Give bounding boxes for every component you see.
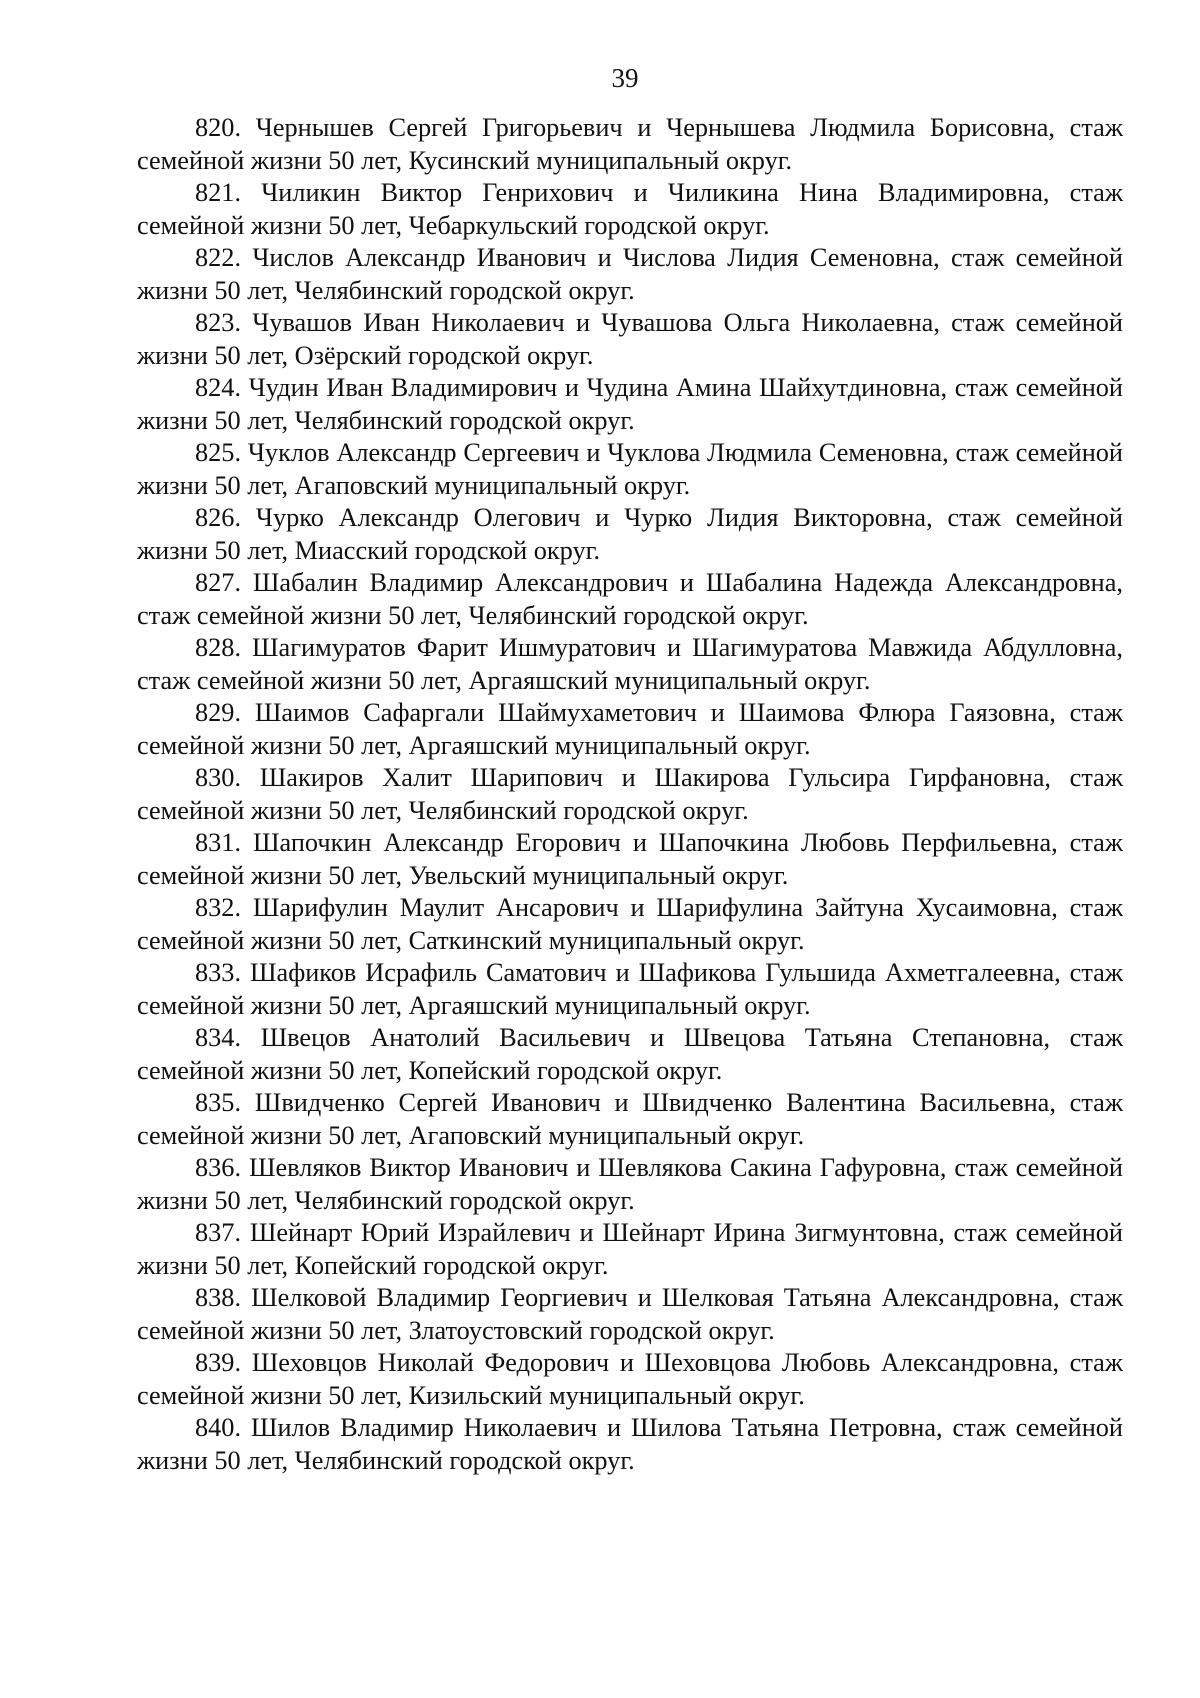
list-item (137, 112, 1123, 177)
list-item (137, 1217, 1123, 1282)
entry-text: Шаимов Сафаргали Шаймухаметович и Шаимова Флюра Гаязовна, стаж семейной жизни 50 лет, Аргаяшский муниципальный округ. (137, 698, 1123, 760)
entry-number: 822. (195, 243, 242, 272)
entry-number: 833. (195, 958, 242, 987)
entry-text: Чиликин Виктор Генрихович и Чиликина Нина Владимировна, стаж семейной жизни 50 лет, Чебаркульский городской округ. (137, 178, 1123, 240)
entry-number: 821. (195, 178, 242, 207)
entry-number: 825. (195, 438, 242, 467)
entry-text: Шелковой Владимир Георгиевич и Шелковая Татьяна Александровна, стаж семейной жизни 50 лет, Златоустовский городской округ. (137, 1283, 1123, 1345)
list-item (137, 502, 1123, 567)
list-item (137, 1087, 1123, 1152)
entry-text: Чуклов Александр Сергеевич и Чуклова Людмила Семеновна, стаж семейной жизни 50 лет, Агаповский муниципальный округ. (137, 438, 1123, 500)
entry-number: 827. (195, 568, 242, 597)
entry-number: 826. (195, 503, 242, 532)
entry-number: 835. (195, 1088, 242, 1117)
entry-number: 838. (195, 1283, 242, 1312)
entry-text: Шарифулин Маулит Ансарович и Шарифулина Зайтуна Хусаимовна, стаж семейной жизни 50 лет, Саткинский муниципальный округ. (137, 893, 1123, 955)
entry-text: Чудин Иван Владимирович и Чудина Амина Шайхутдиновна, стаж семейной жизни 50 лет, Челябинский городской округ. (137, 373, 1123, 435)
entry-text: Чувашов Иван Николаевич и Чувашова Ольга Николаевна, стаж семейной жизни 50 лет, Озёрский городской округ. (137, 308, 1123, 370)
entry-number: 840. (195, 1413, 242, 1442)
list-item (137, 632, 1123, 697)
entry-text: Шилов Владимир Николаевич и Шилова Татьяна Петровна, стаж семейной жизни 50 лет, Челябинский городской округ. (137, 1413, 1124, 1475)
list-item (137, 1022, 1123, 1087)
entry-number: 829. (195, 698, 242, 727)
entry-text: Числов Александр Иванович и Числова Лидия Семеновна, стаж семейной жизни 50 лет, Челябинский городской округ. (137, 243, 1123, 305)
entry-number: 832. (195, 893, 242, 922)
list-item (137, 177, 1123, 242)
entry-number: 834. (195, 1023, 242, 1052)
page-number: 39 (611, 63, 639, 93)
entry-number: 823. (195, 308, 242, 337)
entry-text: Шевляков Виктор Иванович и Шевлякова Сакина Гафуровна, стаж семейной жизни 50 лет, Челябинский городской округ. (137, 1153, 1123, 1215)
entry-text: Шафиков Исрафиль Саматович и Шафикова Гульшида Ахметгалеевна, стаж семейной жизни 50 лет, Аргаяшский муниципальный округ. (137, 958, 1123, 1020)
entry-text: Шейнарт Юрий Израйлевич и Шейнарт Ирина Зигмунтовна, стаж семейной жизни 50 лет, Копейский городской округ. (137, 1218, 1123, 1280)
list-item (137, 1347, 1123, 1412)
entry-number: 836. (195, 1153, 242, 1182)
entry-text: Швидченко Сергей Иванович и Швидченко Валентина Васильевна, стаж семейной жизни 50 лет, Агаповский муниципальный округ. (137, 1088, 1124, 1150)
list-item (137, 827, 1123, 892)
entry-text: Шабалин Владимир Александрович и Шабалина Надежда Александровна, стаж семейной жизни 50 лет, Челябинский городской округ. (137, 568, 1124, 630)
entry-text: Шапочкин Александр Егорович и Шапочкина Любовь Перфильевна, стаж семейной жизни 50 лет, Увельский муниципальный округ. (137, 828, 1123, 890)
entry-number: 831. (195, 828, 242, 857)
entry-number: 828. (195, 633, 242, 662)
list-item (137, 1412, 1123, 1477)
list-item (137, 1152, 1123, 1217)
entry-text: Чурко Александр Олегович и Чурко Лидия Викторовна, стаж семейной жизни 50 лет, Миасский городской округ. (137, 503, 1123, 565)
entry-number: 824. (195, 373, 242, 402)
list-item (137, 697, 1123, 762)
list-item (137, 307, 1123, 372)
entry-text: Чернышев Сергей Григорьевич и Чернышева Людмила Борисовна, стаж семейной жизни 50 лет, Кусинский муниципальный округ. (137, 113, 1123, 175)
entry-number: 839. (195, 1348, 242, 1377)
list-item (137, 437, 1123, 502)
list-item (137, 1282, 1123, 1347)
list-item (137, 762, 1123, 827)
entry-text: Шакиров Халит Шарипович и Шакирова Гульсира Гирфановна, стаж семейной жизни 50 лет, Челябинский городской округ. (137, 763, 1124, 825)
list-item (137, 242, 1123, 307)
entry-number: 830. (195, 763, 242, 792)
entry-number: 820. (195, 113, 242, 142)
entry-text: Швецов Анатолий Васильевич и Швецова Татьяна Степановна, стаж семейной жизни 50 лет, Копейский городской округ. (137, 1023, 1123, 1085)
entry-number: 837. (195, 1218, 242, 1247)
entry-text: Шагимуратов Фарит Ишмуратович и Шагимуратова Мавжида Абдулловна, стаж семейной жизни 50 лет, Аргаяшский муниципальный округ. (137, 633, 1124, 695)
list-item (137, 957, 1123, 1022)
list-item (137, 567, 1123, 632)
list-item (137, 892, 1123, 957)
entry-text: Шеховцов Николай Федорович и Шеховцова Любовь Александровна, стаж семейной жизни 50 лет, Кизильский муниципальный округ. (137, 1348, 1124, 1410)
entries-list (137, 112, 1123, 1477)
list-item (137, 372, 1123, 437)
